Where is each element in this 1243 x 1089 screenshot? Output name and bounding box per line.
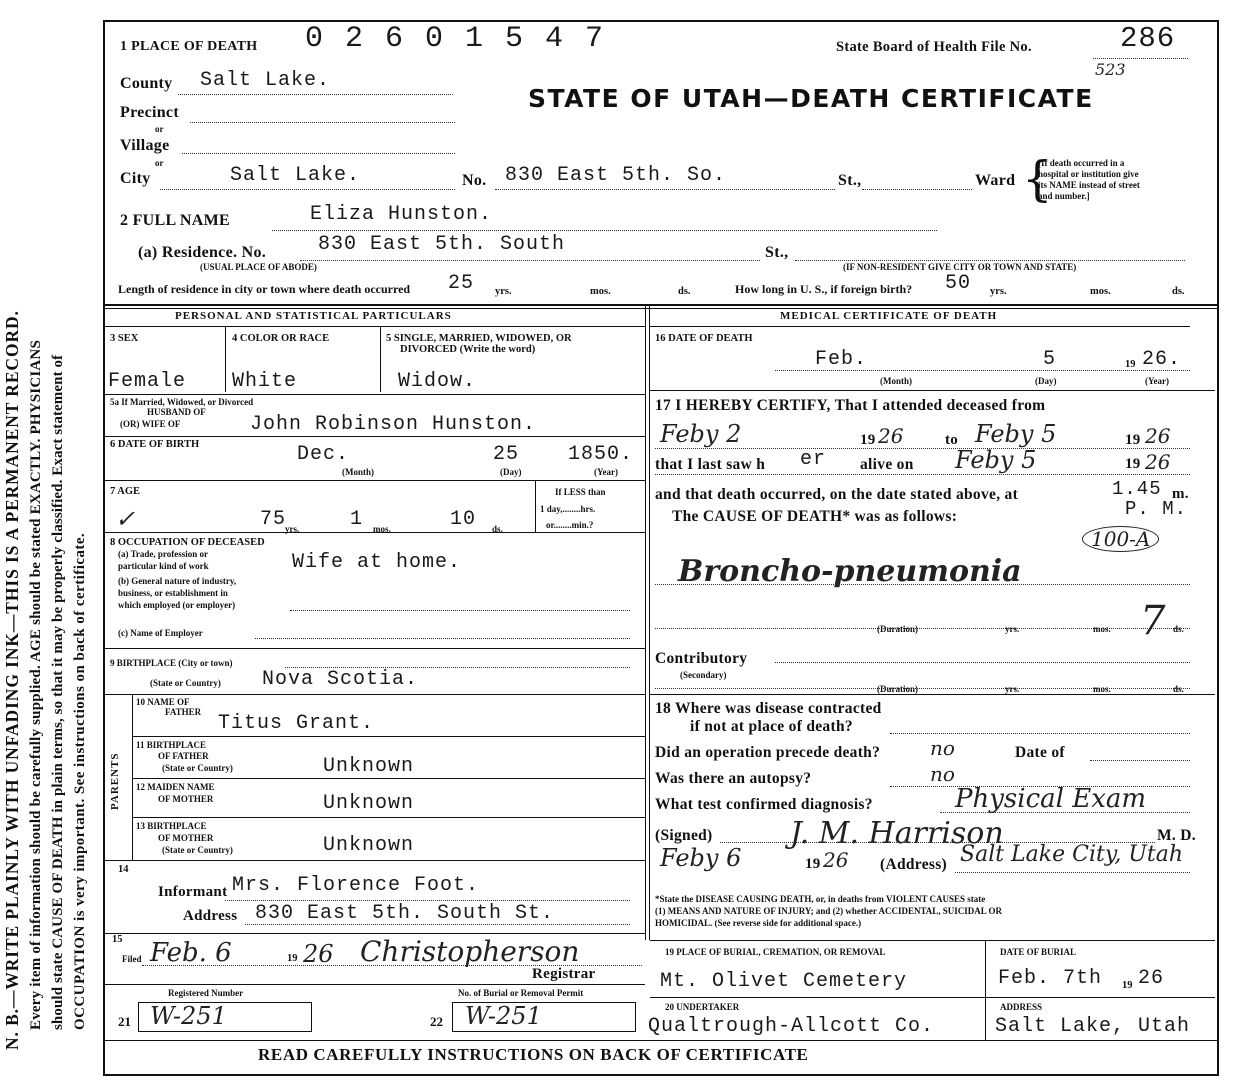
burial-address-value: Salt Lake, Utah <box>995 1015 1191 1038</box>
reg-no-21: 21 <box>118 1014 131 1029</box>
mother-bp-value: Unknown <box>323 834 415 857</box>
filed-label: Filed <box>122 954 142 964</box>
to-year-prefix: 19 <box>1125 432 1141 448</box>
q18-label-2: if not at place of death? <box>690 718 853 735</box>
last-saw-year: 26 <box>1145 450 1171 474</box>
dod-day: 5 <box>1043 348 1057 371</box>
mother-bp-label-3: (State or Country) <box>162 845 233 855</box>
age-check: ✓ <box>115 505 136 533</box>
cause-value: Broncho-pneumonia <box>678 554 1022 589</box>
sex-value: Female <box>108 370 187 393</box>
usual-place-caption: (USUAL PLACE OF ABODE) <box>200 262 317 272</box>
note-3: HOMICIDAL. (See reverse side for additional space.) <box>655 918 862 928</box>
burial-place-value: Mt. Olivet Cemetery <box>660 970 908 993</box>
color-label: 4 COLOR OR RACE <box>232 333 330 344</box>
mother-bp-label-1: 13 BIRTHPLACE <box>136 821 207 831</box>
mother-maiden-value: Unknown <box>323 792 415 815</box>
age-yrs: 75 <box>260 508 287 531</box>
dob-month: Dec. <box>297 443 350 466</box>
city-value: Salt Lake. <box>230 164 361 187</box>
precinct-label: Precinct <box>120 104 179 121</box>
cause-duration-ds: 7 <box>1140 598 1166 644</box>
reg-number-value: W-251 <box>150 1002 227 1030</box>
undertaker-value: Qualtrough-Allcott Co. <box>648 1015 935 1038</box>
less-than-2: 1 day,........hrs. <box>540 504 596 514</box>
dob-label: 6 DATE OF BIRTH <box>110 439 200 450</box>
occupation-b-1: (b) General nature of industry, <box>118 576 237 586</box>
father-bp-label-1: 11 BIRTHPLACE <box>136 740 206 750</box>
age-ds: 10 <box>450 508 477 531</box>
to-year: 26 <box>1145 424 1171 448</box>
husband-label-2: HUSBAND OF <box>147 407 206 417</box>
length-ds-cap: ds. <box>678 286 691 297</box>
duration-ds-1: ds. <box>1173 624 1184 634</box>
duration-mos-2: mos. <box>1093 684 1111 694</box>
from-year: 26 <box>878 424 904 448</box>
serial-number: 0 2 6 0 1 5 4 7 <box>305 22 606 56</box>
village-label: Village <box>120 137 170 154</box>
file-no-label: State Board of Health File No. <box>836 39 1032 55</box>
last-saw-label-2: alive on <box>860 456 914 473</box>
occupation-value: Wife at home. <box>292 551 462 574</box>
filed-no: 15 <box>112 934 123 945</box>
residence-value: 830 East 5th. South <box>318 233 566 256</box>
place-of-death-label: 1 PLACE OF DEATH <box>120 39 258 54</box>
marital-label-2: DIVORCED (Write the word) <box>400 344 536 355</box>
q18-label-1: 18 Where was disease contracted <box>655 700 882 717</box>
autopsy-label: Was there an autopsy? <box>655 770 812 787</box>
mother-maiden-label-2: OF MOTHER <box>158 794 214 804</box>
father-bp-label-2: OF FATHER <box>158 751 209 761</box>
birthplace-value: Nova Scotia. <box>262 668 419 691</box>
attended-to: Feby 5 <box>975 420 1057 448</box>
permit-label: No. of Burial or Removal Permit <box>458 988 584 998</box>
file-no-sub: 523 <box>1095 60 1126 79</box>
last-saw-year-prefix: 19 <box>1125 456 1141 472</box>
operation-label: Did an operation precede death? <box>655 744 881 761</box>
filed-date: Feb. 6 <box>150 938 232 968</box>
dod-day-cap: (Day) <box>1035 376 1057 386</box>
signed-label: (Signed) <box>655 827 713 844</box>
occupation-a-2: particular kind of work <box>118 561 209 571</box>
ward-note-2: hospital or institution give <box>1038 169 1139 179</box>
dod-year: 26. <box>1142 348 1182 371</box>
husband-value: John Robinson Hunston. <box>250 413 537 436</box>
occupation-a-1: (a) Trade, profession or <box>118 549 208 559</box>
full-name-label: 2 FULL NAME <box>120 212 230 229</box>
county-value: Salt Lake. <box>200 69 331 92</box>
signed-year: 26 <box>823 848 849 872</box>
age-label: 7 AGE <box>110 486 141 497</box>
signed-year-prefix: 19 <box>805 856 821 872</box>
pm: P. M. <box>1125 498 1188 520</box>
county-label: County <box>120 75 173 92</box>
md-label: M. D. <box>1157 827 1196 844</box>
md-address-value: Salt Lake City, Utah <box>960 842 1183 867</box>
test-label: What test confirmed diagnosis? <box>655 796 873 813</box>
marital-value: Widow. <box>398 370 477 393</box>
burial-year: 26 <box>1138 967 1165 990</box>
operation-value: no <box>930 736 955 760</box>
burial-address-label: ADDRESS <box>1000 1002 1043 1012</box>
burial-date-value: Feb. 7th <box>998 967 1103 990</box>
us-residence-yrs: 50 <box>945 272 972 295</box>
age-mos-cap: mos. <box>373 524 391 534</box>
duration-label-1: (Duration) <box>877 624 918 634</box>
medical-header: MEDICAL CERTIFICATE OF DEATH <box>780 310 998 322</box>
length-yrs-cap: yrs. <box>495 286 512 297</box>
registrar-signature: Christopherson <box>360 935 580 968</box>
ward-brace: { <box>1022 151 1053 207</box>
informant-address-label: Address <box>183 908 238 924</box>
husband-label-3: (OR) WIFE OF <box>120 419 181 429</box>
cause-label: The CAUSE OF DEATH* was as follows: <box>672 508 958 525</box>
from-year-prefix: 19 <box>860 432 876 448</box>
father-bp-value: Unknown <box>323 755 415 778</box>
date-of-label: Date of <box>1015 744 1065 761</box>
us-residence-label: How long in U. S., if foreign birth? <box>735 282 913 296</box>
length-residence-label: Length of residence in city or town where death occurred <box>118 282 411 296</box>
duration-yrs-1: yrs. <box>1005 624 1020 634</box>
duration-ds-2: ds. <box>1173 684 1184 694</box>
attended-from: Feby 2 <box>660 420 742 448</box>
informant-address-value: 830 East 5th. South St. <box>255 902 555 925</box>
or-1: or <box>155 124 164 134</box>
father-label-1: 10 NAME OF <box>136 697 190 707</box>
less-than-3: or........min.? <box>546 520 594 530</box>
certificate-title: STATE OF UTAH—DEATH CERTIFICATE <box>528 84 1094 113</box>
death-time: 1.45 <box>1112 478 1162 500</box>
duration-yrs-2: yrs. <box>1005 684 1020 694</box>
burial-year-prefix: 19 <box>1122 980 1133 991</box>
us-ds-cap: ds. <box>1172 286 1185 297</box>
age-mos: 1 <box>350 508 364 531</box>
certify-label: 17 I HEREBY CERTIFY, That I attended deceased from <box>655 397 1046 414</box>
footer-instructions: READ CAREFULLY INSTRUCTIONS ON BACK OF CERTIFICATE <box>258 1045 809 1064</box>
father-value: Titus Grant. <box>218 712 375 735</box>
dod-year-prefix: 19 <box>1125 359 1136 370</box>
burial-date-label: DATE OF BURIAL <box>1000 947 1077 957</box>
dod-year-cap: (Year) <box>1145 376 1169 386</box>
mother-maiden-label-1: 12 MAIDEN NAME <box>136 782 215 792</box>
or-2: or <box>155 158 164 168</box>
filed-year-prefix: 19 <box>287 953 298 964</box>
nonresident-caption: (IF NON-RESIDENT GIVE CITY OR TOWN AND STATE) <box>843 262 1077 272</box>
parents-label: PARENTS <box>109 752 121 810</box>
dod-label: 16 DATE OF DEATH <box>655 333 753 344</box>
husband-label-1: 5a If Married, Widowed, or Divorced <box>110 397 254 407</box>
informant-no: 14 <box>118 864 129 875</box>
sidebar-line-3: should state CAUSE OF DEATH in plain terms, so that it may be properly classified. Exact statement of <box>50 354 66 1030</box>
m-label: m. <box>1172 486 1189 502</box>
dob-day: 25 <box>493 443 520 466</box>
age-ds-cap: ds. <box>492 524 503 534</box>
contributory-label: Contributory <box>655 650 748 667</box>
ward-label: Ward <box>975 172 1016 189</box>
sex-label: 3 SEX <box>110 333 139 344</box>
occupation-label: 8 OCCUPATION OF DECEASED <box>110 537 265 548</box>
permit-no-22: 22 <box>430 1014 443 1029</box>
us-mos-cap: mos. <box>1090 286 1111 297</box>
personal-header: PERSONAL AND STATISTICAL PARTICULARS <box>175 310 452 322</box>
residence-st-label: St., <box>765 244 789 261</box>
informant-value: Mrs. Florence Foot. <box>232 874 480 897</box>
city-label: City <box>120 170 151 187</box>
dob-day-cap: (Day) <box>500 467 522 477</box>
signed-value: J. M. Harrison <box>790 816 1004 851</box>
father-label-2: FATHER <box>165 707 202 717</box>
sidebar-line-2: Every item of information should be carefully supplied. AGE should be stated EXACTLY. PHYSICIANS <box>28 340 44 1030</box>
autopsy-value: no <box>930 762 955 786</box>
test-value: Physical Exam <box>955 784 1147 814</box>
registrar-label: Registrar <box>532 966 596 982</box>
filed-year: 26 <box>303 940 334 968</box>
dod-month-cap: (Month) <box>880 376 912 386</box>
sidebar-line-4: OCCUPATION is very important. See instructions on back of certificate. <box>72 532 88 1030</box>
birthplace-label: 9 BIRTHPLACE (City or town) <box>110 658 233 668</box>
last-saw-er: er <box>800 448 827 471</box>
dob-year: 1850. <box>568 443 634 466</box>
undertaker-label: 20 UNDERTAKER <box>665 1002 740 1012</box>
residence-label: (a) Residence. No. <box>138 244 267 261</box>
dod-month: Feb. <box>815 348 868 371</box>
file-no: 286 <box>1120 22 1176 55</box>
length-mos-cap: mos. <box>590 286 611 297</box>
dob-month-cap: (Month) <box>342 467 374 477</box>
color-value: White <box>232 370 298 393</box>
note-1: *State the DISEASE CAUSING DEATH, or, in deaths from VIOLENT CAUSES state <box>655 894 986 904</box>
signed-date: Feby 6 <box>660 844 742 872</box>
age-yrs-cap: yrs. <box>285 524 300 534</box>
ward-note-1: [If death occurred in a <box>1038 158 1125 168</box>
full-name-value: Eliza Hunston. <box>310 203 493 226</box>
burial-place-label: 19 PLACE OF BURIAL, CREMATION, OR REMOVAL <box>665 947 886 957</box>
less-than-1: If LESS than <box>555 487 606 497</box>
to-label: to <box>945 432 959 448</box>
md-address-label: (Address) <box>880 856 948 873</box>
street-value: 830 East 5th. So. <box>505 164 727 187</box>
permit-value: W-251 <box>465 1002 542 1030</box>
ward-note-4: and number.] <box>1038 191 1090 201</box>
mother-bp-label-2: OF MOTHER <box>158 833 214 843</box>
birthplace-state-label: (State or Country) <box>150 678 221 688</box>
duration-mos-1: mos. <box>1093 624 1111 634</box>
us-yrs-cap: yrs. <box>990 286 1007 297</box>
street-no-label: No. <box>462 172 487 189</box>
st-label: St., <box>838 172 862 189</box>
note-2: (1) MEANS AND NATURE OF INJURY; and (2) whether ACCIDENTAL, SUICIDAL OR <box>655 906 1003 916</box>
secondary-label: (Secondary) <box>680 670 727 680</box>
reg-number-label: Registered Number <box>168 988 244 998</box>
last-saw-label-1: that I last saw h <box>655 456 766 473</box>
dob-year-cap: (Year) <box>594 467 618 477</box>
employer-label: (c) Name of Employer <box>118 628 203 638</box>
cause-code: 100-A <box>1082 526 1159 552</box>
informant-label: Informant <box>158 884 228 900</box>
occurred-label: and that death occurred, on the date stated above, at <box>655 486 1019 503</box>
duration-label-2: (Duration) <box>877 684 918 694</box>
sidebar-line-1: N. B.—WRITE PLAINLY WITH UNFADING INK—THIS IS A PERMANENT RECORD. <box>2 310 22 1050</box>
marital-label-1: 5 SINGLE, MARRIED, WIDOWED, OR <box>386 333 572 344</box>
length-residence-yrs: 25 <box>448 272 475 295</box>
last-saw-date: Feby 5 <box>955 446 1037 474</box>
occupation-b-2: business, or establishment in <box>118 588 228 598</box>
occupation-b-3: which employed (or employer) <box>118 600 236 610</box>
ward-note-3: its NAME instead of street <box>1038 180 1140 190</box>
father-bp-label-3: (State or Country) <box>162 763 233 773</box>
